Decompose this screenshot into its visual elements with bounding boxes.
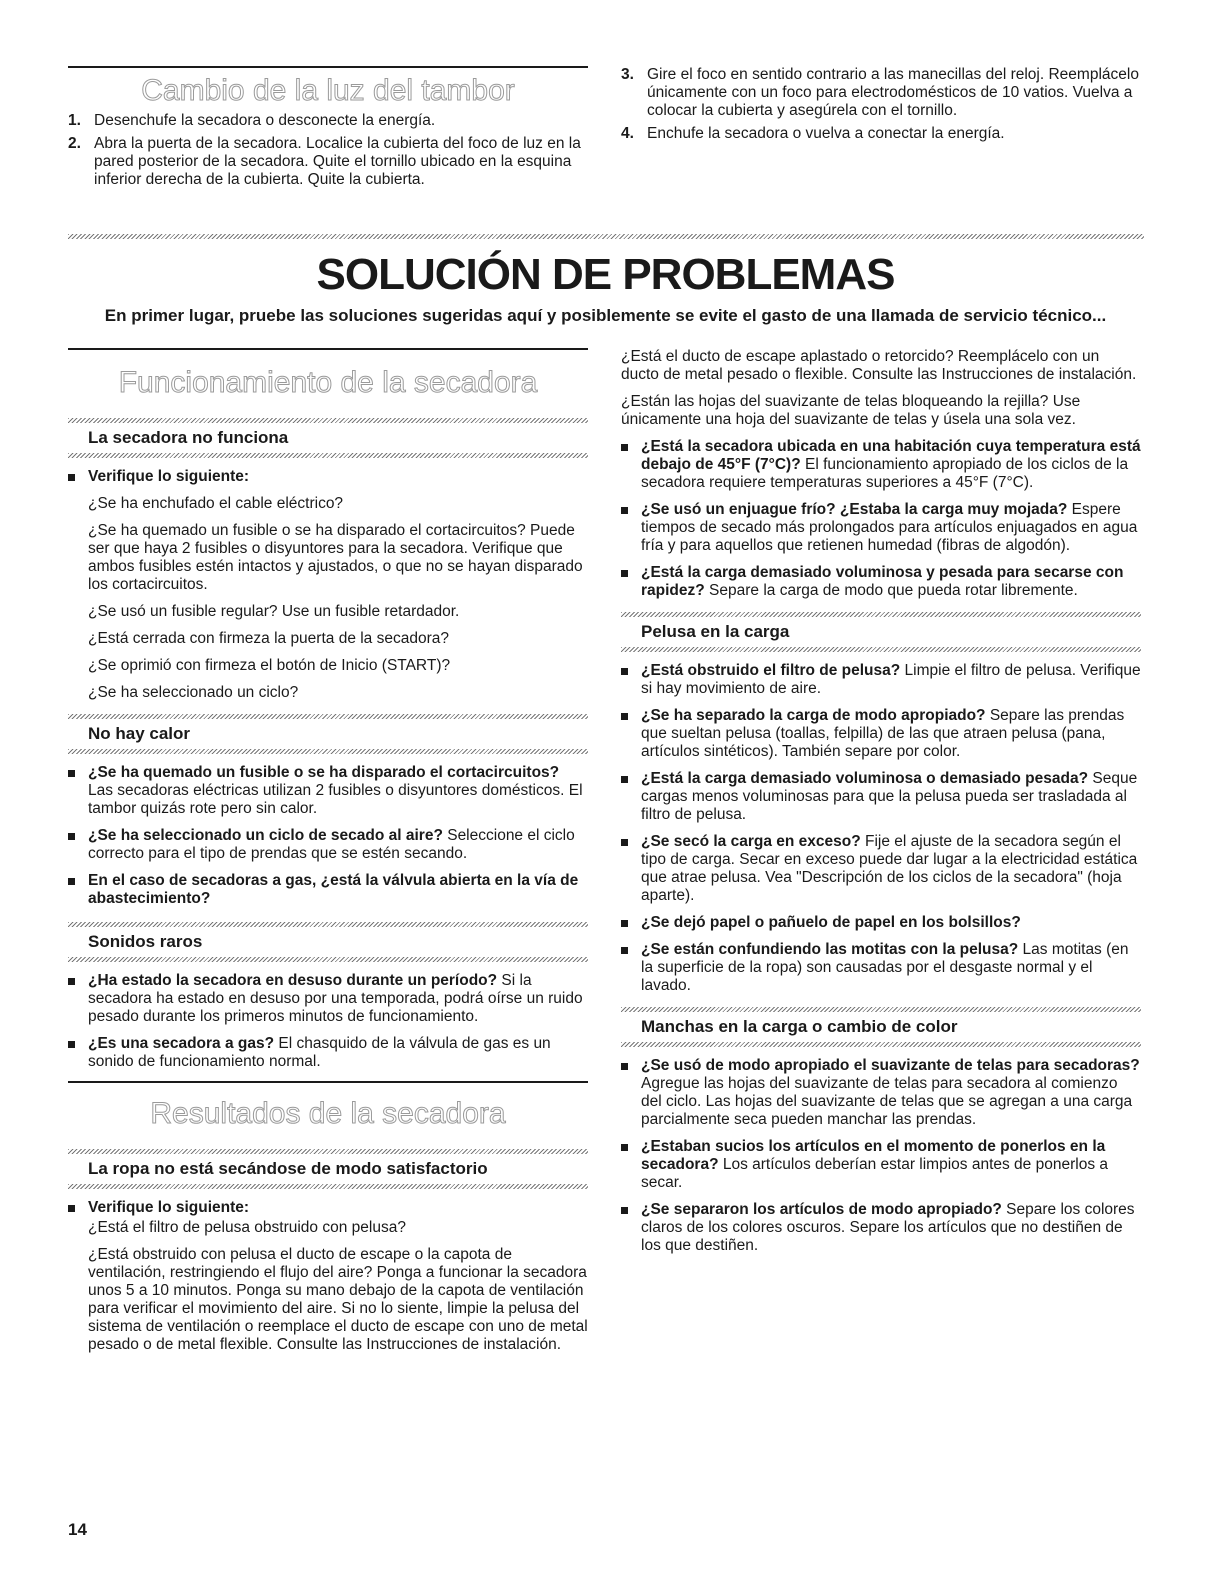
subhead-rule [621,647,1141,652]
item-question: ¿Se ha quemado un fusible o se ha disparado el cortacircuitos? [88,764,560,781]
subsection-heading: La ropa no está secándose de modo satisfactorio [88,1159,488,1178]
step-2 [68,135,588,189]
left-column [68,348,588,1363]
step-text: Desenchufe la secadora o desconecte la energía. [94,112,436,129]
item-answer: Las motitas (en la superficie de la ropa) son causadas por el desgaste normal y el lavado. [641,941,1129,994]
drum-light-section [68,66,588,194]
item-answer: Seleccione el ciclo correcto para el tipo de prendas que se estén secando. [88,827,575,862]
subsection-heading: Manchas en la carga o cambio de color [641,1017,958,1036]
item-answer: El chasquido de la válvula de gas es un sonido de funcionamiento normal. [88,1035,551,1070]
subhead-rule [68,749,588,754]
subsection-heading: La secadora no funciona [88,428,289,447]
subhead-rule [621,1042,1141,1047]
step-number: 2. [68,135,81,152]
step-4 [621,125,1141,143]
check-line: ¿Se ha quemado un fusible o se ha disparado el cortacircuitos? Puede ser que haya 2 fusibles o disyuntores para la secadora. Verifique que ambos fusibles estén intactos y ajustados, o que no se hayan disparado los cortacircuitos. [88,522,583,593]
item-answer: El funcionamiento apropiado de los ciclos de la secadora requiere temperaturas superiores a 45°F (7°C). [641,456,1129,491]
bullet-icon [621,839,628,846]
page-number: 14 [68,1520,87,1539]
item-question: ¿Está la secadora ubicada en una habitación cuya temperatura está debajo de 45°F (7°C)? [641,438,1141,473]
step-number: 1. [68,112,81,129]
list-item [621,1057,1141,1129]
bullet-icon [68,1041,75,1048]
list-item [68,827,588,863]
bullet-icon [621,507,628,514]
page-title: SOLUCIÓN DE PROBLEMAS [316,250,895,299]
bullet-icon [621,570,628,577]
list-item [68,764,588,818]
item-answer: Limpie el filtro de pelusa. Verifique si hay movimiento de aire. [641,662,1141,697]
bullet-icon [621,1063,628,1070]
item-question: ¿Está la carga demasiado voluminosa o demasiado pesada? [641,770,1089,787]
item-question: ¿Se usó un enjuague frío? ¿Estaba la carga muy mojada? [641,501,1068,518]
section-title: Cambio de la luz del tambor [141,74,515,107]
item-question: ¿Estaban sucios los artículos en el momento de ponerlos en la secadora? [641,1138,1106,1173]
bullet-icon [621,920,628,927]
list-item [68,872,588,908]
drum-light-section-continued [621,66,1141,148]
list-item [621,833,1141,905]
list-item [68,972,588,1026]
section-title: Resultados de la secadora [150,1097,506,1130]
item-question: ¿Se separaron los artículos de modo apropiado? [641,1201,1002,1218]
bullet-icon [68,770,75,777]
subsection-heading: Pelusa en la carga [641,622,790,641]
list-item [621,914,1141,932]
bullet-icon [68,878,75,885]
item-question: ¿Se usó de modo apropiado el suavizante de telas para secadoras? [641,1057,1140,1074]
page-divider [68,234,1144,239]
section-title: Funcionamiento de la secadora [118,366,538,399]
item-answer: Espere tiempos de secado más prolongados para artículos enjuagados en agua fría y para aquellos que retienen humedad (fibras de algodón). [641,501,1138,554]
step-text: Abra la puerta de la secadora. Localice la cubierta del foco de luz en la pared posterior de la secadora. Quite el tornillo ubicado en la esquina inferior derecha de la cubierta. Quite la cubierta. [94,135,581,188]
bullet-icon [621,444,628,451]
check-line: ¿Se oprimió con firmeza el botón de Inicio (START)? [88,657,451,674]
step-1 [68,112,588,130]
list-item [68,1035,588,1071]
item-answer: Fije el ajuste de la secadora según el tipo de carga. Secar en exceso puede dar lugar a la electricidad estática que atrae pelusa. Vea "Descripción de los ciclos de la secadora" (hoja aparte). [641,833,1138,904]
item-answer: Separe los colores claros de los colores oscuros. Separe los artículos que no destiñen de los que destiñen. [641,1201,1135,1254]
item-question: ¿Se dejó papel o pañuelo de papel en los bolsillos? [641,914,1021,931]
bullet-icon [621,713,628,720]
check-line: ¿Está el filtro de pelusa obstruido con pelusa? [88,1219,406,1236]
item-answer: Seque cargas menos voluminosas para que la pelusa pueda ser trasladada al filtro de pelusa. [641,770,1138,823]
item-question: En el caso de secadoras a gas, ¿está la válvula abierta en la vía de abastecimiento? [88,872,579,907]
list-item [621,707,1141,761]
item-question: ¿Es una secadora a gas? [88,1035,275,1052]
list-item [68,468,588,486]
step-3 [621,66,1141,120]
list-item [621,438,1141,492]
right-column [621,348,1141,1264]
item-question: ¿Se secó la carga en exceso? [641,833,861,850]
item-answer: Agregue las hojas del suavizante de telas para secadora al comienzo del ciclo. Las hojas del suavizante de telas que se agregan a una carga parcialmente seca pueden manchar las prendas. [641,1075,1133,1128]
item-answer: Los artículos deberían estar limpios antes de ponerlos a secar. [641,1156,1108,1191]
item-question: ¿Está obstruido el filtro de pelusa? [641,662,901,679]
list-item [621,564,1141,600]
check-line: ¿Están las hojas del suavizante de telas bloqueando la rejilla? Use únicamente una hoja del suavizante de telas y úsela una sola vez. [621,393,1081,428]
subhead-rule [68,453,588,458]
list-item [621,662,1141,698]
item-answer: Las secadoras eléctricas utilizan 2 fusibles o disyuntores domésticos. El tambor quizás rote pero sin calor. [88,782,583,817]
check-line: ¿Está cerrada con firmeza la puerta de la secadora? [88,630,449,647]
bullet-icon [621,668,628,675]
bullet-icon [68,978,75,985]
item-question: ¿Se ha seleccionado un ciclo de secado al aire? [88,827,443,844]
check-line: ¿Se ha enchufado el cable eléctrico? [88,495,344,512]
list-item [621,1138,1141,1192]
bullet-icon [621,1144,628,1151]
check-line: ¿Está obstruido con pelusa el ducto de escape o la capota de ventilación, restringiendo el flujo del aire? Ponga a funcionar la secadora unos 5 a 10 minutos. Ponga su mano debajo de la capota de ventilación para verificar el movimiento del aire. Si no lo siente, limpie la pelusa del sistema de ventilación o reemplace el ducto de escape con uno de metal pesado o de metal flexible. Consulte las Instrucciones de instalación. [88,1246,588,1353]
item-question: ¿Ha estado la secadora en desuso durante un período? [88,972,498,989]
bullet-icon [621,1207,628,1214]
subhead-rule [68,1184,588,1189]
bullet-icon [621,776,628,783]
check-line: ¿Se usó un fusible regular? Use un fusible retardador. [88,603,460,620]
subsection-heading: No hay calor [88,724,191,743]
subsection-heading: Sonidos raros [88,932,203,951]
list-item [621,501,1141,555]
list-item [621,941,1141,995]
bullet-icon [68,833,75,840]
item-question: Verifique lo siguiente: [88,468,250,485]
section-rule [68,348,588,350]
check-line: ¿Está el ducto de escape aplastado o retorcido? Reemplácelo con un ducto de metal pesado o flexible. Consulte las Instrucciones de instalación. [621,348,1137,383]
list-item [68,1199,588,1217]
step-text: Enchufe la secadora o vuelva a conectar la energía. [647,125,1005,142]
item-question: Verifique lo siguiente: [88,1199,250,1216]
step-text: Gire el foco en sentido contrario a las manecillas del reloj. Reemplácelo únicamente con un foco para electrodomésticos de 10 vatios. Vuelva a colocar la cubierta y asegúrela con el tornillo. [647,66,1139,119]
bullet-icon [68,474,75,481]
bullet-icon [621,947,628,954]
subhead-rule [68,957,588,962]
section-rule [68,66,588,68]
page-subtitle: En primer lugar, pruebe las soluciones sugeridas aquí y posiblemente se evite el gasto de una llamada de servicio técnico... [104,306,1107,325]
list-item [621,1201,1141,1255]
item-question: ¿Se ha separado la carga de modo apropiado? [641,707,986,724]
step-number: 3. [621,66,634,83]
item-answer: Si la secadora ha estado en desuso por una temporada, podrá oírse un ruido pesado durante los primeros minutos de funcionamiento. [88,972,583,1025]
item-answer: Separe las prendas que sueltan pelusa (toallas, felpilla) de las que atraen pelusa (pana, artículos sintéticos). También separe por color. [641,707,1125,760]
bullet-icon [68,1205,75,1212]
item-question: ¿Se están confundiendo las motitas con la pelusa? [641,941,1019,958]
list-item [621,770,1141,824]
section-rule [68,1081,588,1083]
check-line: ¿Se ha seleccionado un ciclo? [88,684,299,701]
item-answer: Separe la carga de modo que pueda rotar libremente. [704,582,1078,599]
item-question: ¿Está la carga demasiado voluminosa y pesada para secarse con rapidez? [641,564,1124,599]
step-number: 4. [621,125,634,142]
